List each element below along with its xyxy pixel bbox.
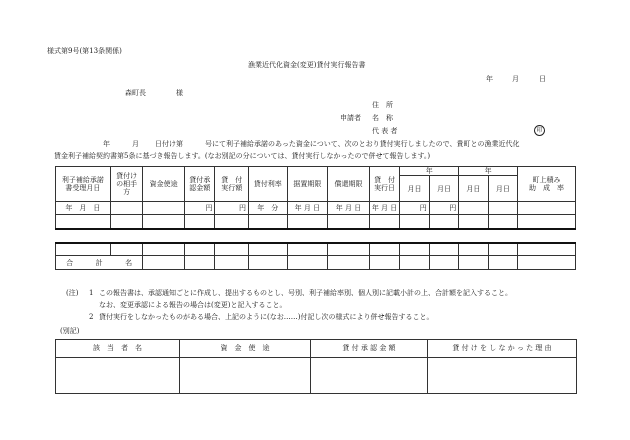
date-day: 日	[539, 75, 546, 83]
cell	[311, 358, 428, 394]
cell	[488, 215, 517, 229]
cell	[56, 243, 111, 256]
cell	[459, 202, 488, 215]
cell	[400, 243, 429, 256]
cell	[328, 243, 370, 256]
unit-executed-amount: 円	[215, 202, 249, 215]
cell	[248, 256, 287, 270]
cell	[369, 256, 399, 270]
applicant-label: 申請者	[340, 114, 361, 122]
note-1: この報告書は、承認通知ごとに作成し、提出するものとし、号別、利子補給率別、個人別に記載小計の上、合計額を記入すること。	[99, 289, 512, 297]
total-label: 合 計 名	[56, 256, 143, 270]
cell	[429, 243, 458, 256]
cell	[518, 215, 576, 229]
appendix-header-name: 該 当 者 名	[56, 340, 180, 358]
header-repay: 償還期限	[328, 167, 370, 202]
cell	[110, 215, 143, 229]
header-purpose: 資金使途	[143, 167, 185, 202]
notes-head: (注)	[66, 289, 79, 297]
header-exec-date: 貸 付 実行日	[369, 167, 399, 202]
date-month: 月	[512, 75, 519, 83]
addressee: 森町長	[125, 89, 146, 97]
seal-icon: 印	[534, 125, 545, 136]
header-month-day: 月日	[429, 176, 458, 202]
unit-repay: 年 月 日	[328, 202, 370, 215]
header-month-day: 月日	[488, 176, 517, 202]
note-2-num: 2	[89, 313, 94, 321]
cell	[328, 215, 370, 229]
header-year-1: 年	[400, 167, 459, 176]
body-year: 年	[103, 140, 110, 148]
appendix-label: (別記)	[60, 327, 80, 335]
cell	[400, 215, 429, 229]
rep-label: 代 表 者	[372, 127, 398, 135]
cell	[248, 243, 287, 256]
cell	[328, 256, 370, 270]
header-approved-amount: 貸付承 認金額	[184, 167, 214, 202]
body-date-no: 日付け第	[155, 140, 183, 148]
body-text1: 号にて利子補給承諾のあった資金について、次のとおり貸付実行しましたので、貴町との漁業近代化	[205, 140, 520, 148]
main-table	[55, 166, 576, 270]
cell	[143, 256, 185, 270]
note-1b: なお、変更承認による報告の場合は(変更)と記入すること。	[99, 301, 287, 309]
cell	[369, 243, 399, 256]
appendix-header-purpose: 資 金 使 途	[180, 340, 311, 358]
form-number: 様式第9号(第13条関係)	[47, 47, 122, 55]
cell	[488, 256, 517, 270]
form-title: 漁業近代化資金(変更)貸付実行報告書	[248, 61, 366, 69]
address-label: 住 所	[372, 101, 393, 109]
body-text2: 賃金利子補給契約書第5条に基づき報告します。(なお別記の分については、貸付実行しなかったので併せて報告します。)	[54, 152, 431, 160]
cell	[429, 256, 458, 270]
cell	[180, 358, 311, 394]
cell	[459, 215, 488, 229]
cell	[400, 256, 429, 270]
note-2: 貸付実行をしなかったものがある場合、上記のように(なお……)付記し次の様式により併せ報告すること。	[99, 313, 434, 321]
name-label: 名 称	[372, 114, 393, 122]
header-grace: 据置期限	[287, 167, 328, 202]
cell	[248, 215, 287, 229]
cell	[429, 215, 458, 229]
addressee-suffix: 様	[176, 89, 183, 97]
note-1-num: 1	[89, 289, 94, 297]
cell	[184, 243, 214, 256]
cell	[369, 215, 399, 229]
header-borrower: 貸付け の相手 方	[110, 167, 143, 202]
cell	[518, 256, 576, 270]
cell	[518, 243, 576, 256]
cell	[459, 256, 488, 270]
unit-m2: 円	[429, 202, 458, 215]
header-executed-amount: 貸 付 実行額	[215, 167, 249, 202]
cell	[143, 202, 185, 215]
date-year: 年	[486, 75, 493, 83]
appendix-header-reason: 貸 付 け を し な か っ た 理 由	[428, 340, 577, 358]
cell	[143, 215, 185, 229]
header-month-day: 月日	[400, 176, 429, 202]
cell	[110, 243, 143, 256]
body-month: 月	[132, 140, 139, 148]
appendix-table	[55, 339, 577, 394]
header-rate: 貸付利率	[248, 167, 287, 202]
header-town-reserve: 町上積み 助 成 率	[518, 167, 576, 202]
header-year-2: 年	[459, 167, 518, 176]
cell	[518, 202, 576, 215]
unit-rate: 年 分	[248, 202, 287, 215]
appendix-header-amount: 貸 付 承 認 金 額	[311, 340, 428, 358]
cell	[110, 202, 143, 215]
cell	[459, 243, 488, 256]
unit-approved-amount: 円	[184, 202, 214, 215]
cell	[215, 256, 249, 270]
cell	[56, 215, 111, 229]
cell	[287, 256, 328, 270]
cell	[143, 243, 185, 256]
spacer-row	[56, 229, 576, 243]
unit-approval-date: 年 月 日	[56, 202, 111, 215]
cell	[215, 243, 249, 256]
cell	[488, 202, 517, 215]
cell	[215, 215, 249, 229]
cell	[287, 243, 328, 256]
cell	[184, 215, 214, 229]
cell	[56, 358, 180, 394]
unit-m1: 円	[400, 202, 429, 215]
header-month-day: 月日	[459, 176, 488, 202]
unit-grace: 年 月 日	[287, 202, 328, 215]
cell	[287, 215, 328, 229]
cell	[488, 243, 517, 256]
unit-exec-date: 年 月 日	[369, 202, 399, 215]
cell	[428, 358, 577, 394]
header-approval-date: 利子補給承諾 書受理月日	[56, 167, 111, 202]
cell	[184, 256, 214, 270]
